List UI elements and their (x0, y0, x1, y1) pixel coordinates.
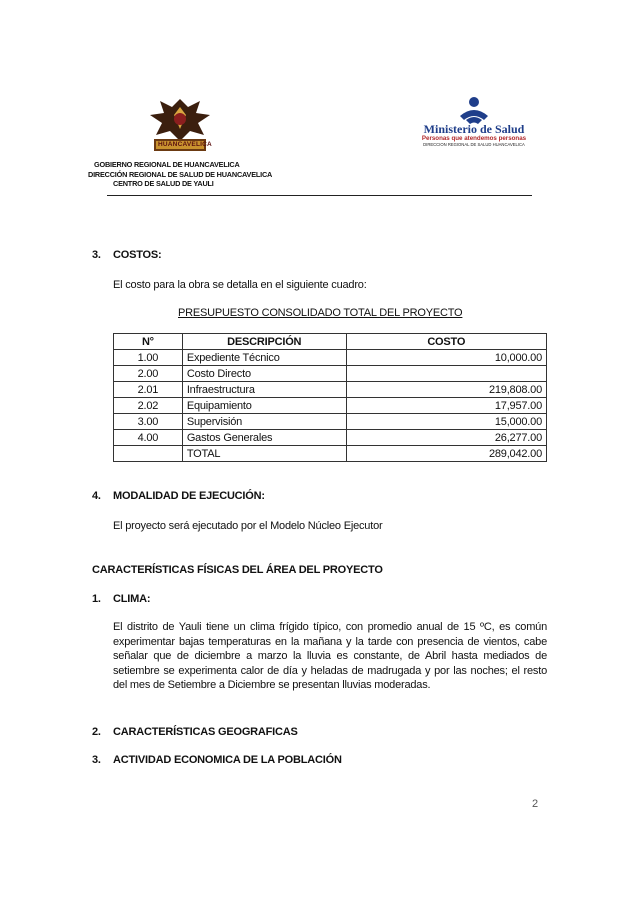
minsa-logo (414, 94, 534, 148)
row-number: 2.02 (114, 398, 183, 414)
climate-paragraph (113, 620, 547, 693)
row-description: Equipamiento (182, 398, 346, 414)
org-line-1: GOBIERNO REGIONAL DE HUANCAVELICA (94, 160, 240, 169)
budget-table (113, 333, 547, 462)
row-number: 2.00 (114, 366, 183, 382)
row-description: Gastos Generales (182, 430, 346, 446)
section-execution-title: MODALIDAD DE EJECUCIÓN: (113, 490, 265, 502)
row-cost: 289,042.00 (346, 446, 546, 462)
row-cost: 26,277.00 (346, 430, 546, 446)
minsa-title: Ministerio de Salud (423, 122, 525, 136)
org-header (88, 160, 288, 189)
paragraph-line: El distrito de Yauli tiene un clima frígido típico, con promedio anual de 15 ºC, es común (113, 621, 547, 633)
row-cost (346, 366, 546, 382)
table-row (114, 430, 547, 446)
section-costs-number: 3. (92, 249, 101, 261)
row-number (114, 446, 183, 462)
org-line-3: CENTRO DE SALUD DE YAULI (113, 179, 214, 188)
table-row (114, 350, 547, 366)
page-number: 2 (532, 798, 539, 810)
row-description: TOTAL (182, 446, 346, 462)
paragraph-line: del mes de Setiembre a Diciembre se presentan lluvias moderadas. (113, 679, 431, 691)
section-econ-number: 3. (92, 754, 101, 766)
section-execution-text: El proyecto será ejecutado por el Modelo Núcleo Ejecutor (113, 520, 383, 532)
section-climate-number: 1. (92, 593, 101, 605)
row-description: Supervisión (182, 414, 346, 430)
row-cost: 10,000.00 (346, 350, 546, 366)
row-description: Infraestructura (182, 382, 346, 398)
header-divider (107, 195, 532, 196)
row-cost: 17,957.00 (346, 398, 546, 414)
paragraph-line: setiembre se experimenta calor de día y heladas de madrugada y por las noches; el resto (113, 664, 547, 677)
minsa-subtitle-2: DIRECCION REGIONAL DE SALUD HUANCAVELICA (423, 142, 525, 147)
org-line-2: DIRECCIÓN REGIONAL DE SALUD DE HUANCAVELICA (88, 169, 273, 179)
budget-table-title: PRESUPUESTO CONSOLIDADO TOTAL DEL PROYECTO (178, 307, 463, 319)
row-cost: 15,000.00 (346, 414, 546, 430)
row-number: 4.00 (114, 430, 183, 446)
row-number: 3.00 (114, 414, 183, 430)
col-header-cost: COSTO (346, 334, 546, 350)
section-costs-title: COSTOS: (113, 249, 162, 261)
table-row (114, 398, 547, 414)
section-costs-intro: El costo para la obra se detalla en el siguiente cuadro: (113, 279, 367, 291)
paragraph-line: señalar que de diciembre a marzo la lluvia es constante, de Abril hasta mediados de (113, 650, 547, 662)
table-row (114, 414, 547, 430)
physical-characteristics-heading: CARACTERÍSTICAS FÍSICAS DEL ÁREA DEL PROYECTO (92, 564, 383, 576)
paragraph-line: experimentar bajas temperaturas en la mañana y la tarde con presencia de vientos, cabe (113, 635, 547, 648)
row-description: Costo Directo (182, 366, 346, 382)
row-description: Expediente Técnico (182, 350, 346, 366)
section-execution-number: 4. (92, 490, 101, 502)
row-cost: 219,808.00 (346, 382, 546, 398)
row-number: 2.01 (114, 382, 183, 398)
table-row (114, 382, 547, 398)
section-econ-title: ACTIVIDAD ECONOMICA DE LA POBLACIÓN (113, 754, 342, 766)
table-row (114, 366, 547, 382)
section-climate-title: CLIMA: (113, 593, 151, 605)
table-total-row (114, 446, 547, 462)
left-logo-text: HUANCAVELICA (158, 141, 212, 148)
minsa-subtitle: Personas que atendemos personas (421, 135, 527, 142)
section-geo-title: CARACTERÍSTICAS GEOGRAFICAS (113, 726, 298, 738)
col-header-description: DESCRIPCIÓN (182, 334, 346, 350)
huancavelica-logo (144, 95, 216, 157)
row-number: 1.00 (114, 350, 183, 366)
budget-table-header-row (114, 334, 547, 350)
section-geo-number: 2. (92, 726, 101, 738)
col-header-n: N° (114, 334, 183, 350)
